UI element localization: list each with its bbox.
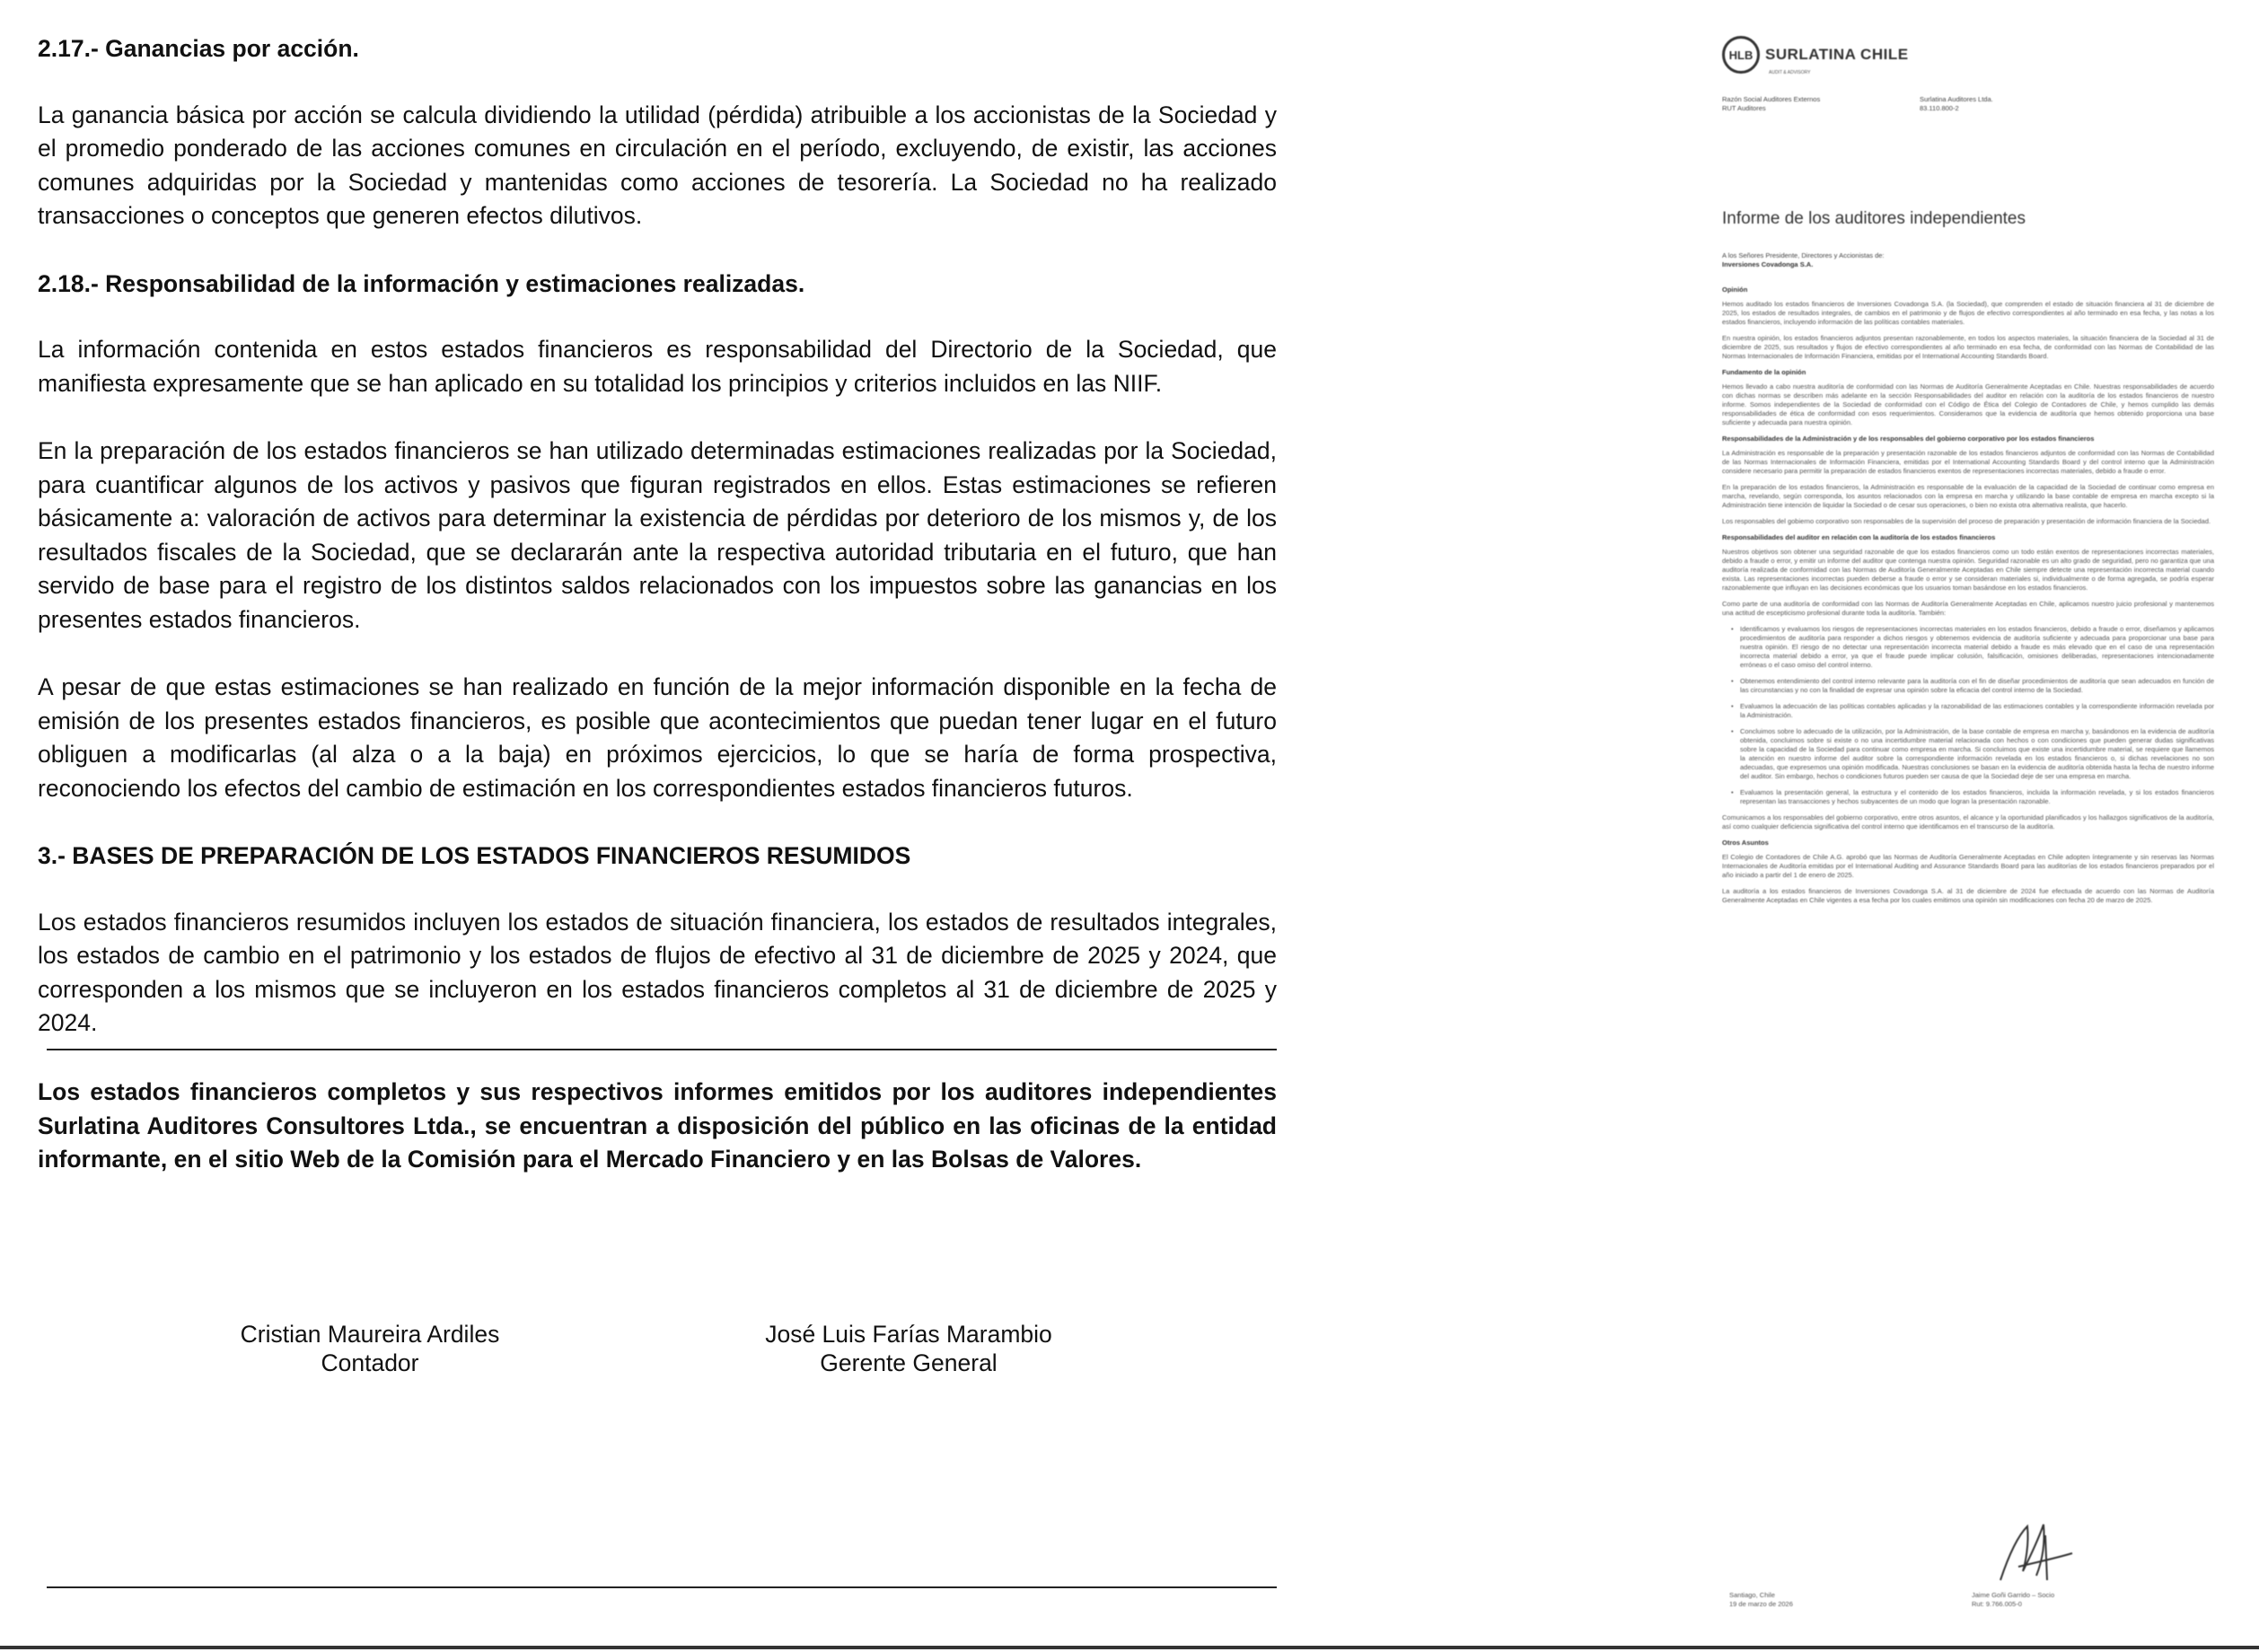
paragraph: La auditoría a los estados financieros de Inversiones Covadonga S.A. al 31 de diciembre de 2024 fue efectuada de acuerdo con las Normas de Auditoría Generalmente Aceptadas en Chile vigentes a esa fecha por los cuales emitimos una opinión sin modificaciones con fecha 20 de marzo de 2025. — [1722, 887, 2214, 904]
section-3-title: 3.- BASES DE PREPARACIÓN DE LOS ESTADOS FINANCIEROS RESUMIDOS — [38, 842, 911, 869]
divider-top — [47, 1049, 1277, 1050]
report-footer-place — [1729, 1591, 1793, 1609]
signer-name: Jaime Goñi Garrido – Socio — [1972, 1591, 2055, 1599]
signature-name: Cristian Maureira Ardiles — [240, 1321, 500, 1348]
auditor-meta — [1722, 95, 2045, 113]
heading-opinion: Opinión — [1722, 286, 1748, 294]
paragraph: Comunicamos a los responsables del gobierno corporativo, entre otros asuntos, el alcance y la oportunidad planificados y los hallazgos significativos de la auditoría, así como cualquier deficiencia significativa del control interno que identificamos en el transcurso de la auditoría. — [1722, 813, 2214, 830]
meta-value: Surlatina Auditores Ltda. — [1920, 95, 1993, 103]
signature-role: Contador — [321, 1349, 419, 1376]
signer-rut: Rut: 9.766.005-0 — [1972, 1600, 2022, 1608]
report-body — [1722, 251, 2214, 912]
auditor-firm-tagline: AUDIT & ADVISORY — [1769, 70, 1811, 75]
heading-responsabilidades-administracion: Responsabilidades de la Administración y de los responsables del gobierno corporativo por los estados financieros — [1722, 435, 2095, 443]
bullet-item: • Obtenemos entendimiento del control interno relevante para la auditoría con el fin de diseñar procedimientos de auditoría que sean adecuados en función de las circunstancias y no con la finalidad de expresar una opinión sobre la eficacia del control interno de la Sociedad. — [1740, 677, 2214, 695]
auditor-logo — [1722, 36, 1909, 74]
auditor-signature-icon — [1982, 1517, 2081, 1589]
bullet-item: • Identificamos y evaluamos los riesgos de representaciones incorrectas materiales en los estados financieros, debido a fraude o error, diseñamos y aplicamos procedimientos de auditoría para responder a dichos riesgos y obtenemos evidencia de auditoría suficiente y adecuada para proporcionar una base para nuestra opinión. El riesgo de no detectar una representación incorrecta material debido a fraude es más elevado que en el caso de una representación incorrecta material debido a error, ya que el fraude puede implicar colusión, falsificación, omisiones deliberadas, representaciones intencionadamente erróneas o el caso omiso del control interno. — [1740, 625, 2214, 670]
page-bottom-border — [0, 1646, 2259, 1649]
paragraph: En nuestra opinión, los estados financieros adjuntos presentan razonablemente, en todos los aspectos materiales, la situación financiera de la Sociedad al 31 de diciembre de 2025, sus resultados y flujos de efectivo correspondientes al año terminado en esa fecha, de conformidad con las Normas de Contabilidad de las Normas Internacionales de Información Financiera, emitidas por el International Accounting Standards Board. — [1722, 334, 2214, 360]
section-2-18-paragraph-3: A pesar de que estas estimaciones se han realizado en función de la mejor información disponible en la fecha de emisión de los presentes estados financieros, es posible que acontecimientos que puedan tener lugar en el futuro obliguen a modificarlas (al alza o a la baja) en próximos ejercicios, lo que se haría de forma prospectiva, reconociendo los efectos del cambio de estimación en los correspondientes estados financieros futuros. — [38, 673, 1277, 802]
section-2-17-title: 2.17.- Ganancias por acción. — [38, 35, 359, 62]
date: 19 de marzo de 2026 — [1729, 1600, 1793, 1608]
signature-name: José Luis Farías Marambio — [765, 1321, 1052, 1348]
meta-value: 83.110.800-2 — [1920, 104, 1959, 112]
notes-column — [38, 27, 1277, 1041]
closing-statement: Los estados financieros completos y sus respectivos informes emitidos por los auditores independientes Surlatina Auditores Consultores Ltda., se encuentran a disposición del público en las oficinas de la entidad informante, en el sitio Web de la Comisión para el Mercado Financiero y en las Bolsas de Valores. — [38, 1078, 1277, 1173]
paragraph: La Administración es responsable de la preparación y presentación razonable de los estados financieros adjuntos de conformidad con las Normas de Contabilidad de las Normas Internacionales de Información Financiera, emitidas por el International Accounting Standards Board y del control interno que la Administración considere necesario para permitir la preparación de estados financieros exentos de representaciones incorrectas materiales, debido a fraude o error. — [1722, 449, 2214, 475]
paragraph: Los responsables del gobierno corporativo son responsables de la supervisión del proceso de preparación y presentación de información financiera de la Sociedad. — [1722, 517, 2211, 525]
paragraph: En la preparación de los estados financieros, la Administración es responsable de la evaluación de la capacidad de la Sociedad de continuar como empresa en marcha, revelando, según corresponda, los asuntos relacionados con la empresa en marcha y utilizando la base contable de empresa en marcha excepto si la Administración tiene intención de liquidar la Sociedad o de cesar sus operaciones, o bien no exista otra alternativa realista, que hacerlo. — [1722, 483, 2214, 509]
paragraph: Hemos llevado a cabo nuestra auditoría de conformidad con las Normas de Auditoría Generalmente Aceptadas en Chile. Nuestras responsabilidades de acuerdo con dichas normas se describen más adelante en la sección Responsabilidades del auditor en relación con la auditoría de los estados financieros de nuestro informe. Somos independientes de la Sociedad de conformidad con el Código de Ética del Colegio de Contadores de Chile, y hemos cumplido las demás responsabilidades de ética de conformidad con esos requerimientos. Consideramos que la evidencia de auditoría que hemos obtenido proporciona una base suficiente y adecuada para nuestra opinión. — [1722, 382, 2214, 426]
heading-responsabilidades-auditor: Responsabilidades del auditor en relación con la auditoría de los estados financieros — [1722, 533, 1996, 541]
auditor-firm-name: SURLATINA CHILE — [1765, 46, 1909, 63]
hlb-logo-icon: HLB — [1722, 36, 1760, 74]
signature-accountant — [190, 1320, 549, 1377]
report-title: Informe de los auditores independientes — [1722, 209, 2026, 228]
signature-role: Gerente General — [820, 1349, 998, 1376]
section-2-18-paragraph-2: En la preparación de los estados financieros se han utilizado determinadas estimaciones realizadas por la Sociedad, para cuantificar algunos de los activos y pasivos que figuran registrados en ellos. Estas estimaciones se refieren básicamente a: valoración de activos para determinar la existencia de pérdidas por deterioro de los mismos y, de los resultados fiscales de la Sociedad, que se declararán ante la respectiva autoridad tributaria en el futuro, que han servido de base para el registro de los distintos saldos relacionados con los impuestos sobre las ganancias en los presentes estados financieros. — [38, 437, 1277, 633]
section-3-paragraph: Los estados financieros resumidos incluyen los estados de situación financiera, los estados de resultados integrales, los estados de cambio en el patrimonio y los estados de flujos de efectivo al 31 de diciembre de 2025 y 2024, que corresponden a los mismos que se incluyeron en los estados financieros completos al 31 de diciembre de 2025 y 2024. — [38, 908, 1277, 1036]
addressee-company: Inversiones Covadonga S.A. — [1722, 260, 1814, 268]
paragraph: Nuestros objetivos son obtener una seguridad razonable de que los estados financieros como un todo están exentos de representaciones incorrectas materiales, debido a fraude o error, y emitir un informe del auditor que contenga nuestra opinión. Seguridad razonable es un alto grado de seguridad, pero no garantiza que una auditoría realizada de conformidad con las Normas de Auditoría Generalmente Aceptadas en Chile siempre detecte una representación incorrecta material cuando exista. Las representaciones incorrectas pueden deberse a fraude o error y se consideran materiales si, individualmente o de forma agregada, se podría esperar razonablemente que influyan en las decisiones económicas que los usuarios toman basándose en los estados financieros. — [1722, 548, 2214, 592]
addressee-line: A los Señores Presidente, Directores y Accionistas de: — [1722, 251, 1885, 259]
divider-bottom — [47, 1586, 1277, 1588]
signature-general-manager — [729, 1320, 1088, 1377]
heading-fundamento: Fundamento de la opinión — [1722, 368, 1806, 376]
bullet-item: • Evaluamos la adecuación de las políticas contables aplicadas y la razonabilidad de las estimaciones contables y la correspondiente información revelada por la Administración. — [1740, 702, 2214, 720]
paragraph: Hemos auditado los estados financieros de Inversiones Covadonga S.A. (la Sociedad), que comprenden el estado de situación financiera al 31 de diciembre de 2025, los estados de resultados integrales, de cambios en el patrimonio y de flujos de efectivo correspondientes al año terminado en esa fecha, y las notas a los estados financieros, incluyendo información de las políticas contables materiales. — [1722, 300, 2214, 326]
report-footer-signer — [1972, 1591, 2054, 1609]
paragraph: Como parte de una auditoría de conformidad con las Normas de Auditoría Generalmente Aceptadas en Chile, aplicamos nuestro juicio profesional y mantenemos una actitud de escepticismo profesional durante toda la auditoría. También: — [1722, 600, 2214, 617]
meta-label: RUT Auditores — [1722, 104, 1766, 112]
closing-block — [38, 1076, 1277, 1177]
section-2-17-paragraph: La ganancia básica por acción se calcula dividiendo la utilidad (pérdida) atribuible a los accionistas de la Sociedad y el promedio ponderado de las acciones comunes en circulación en el período, excluyendo, de existir, las acciones comunes adquiridas por la Sociedad y mantenidas como acciones de tesorería. La Sociedad no ha realizado transacciones o conceptos que generen efectos dilutivos. — [38, 101, 1277, 229]
section-2-18-paragraph-1: La información contenida en estos estados financieros es responsabilidad del Directorio de la Sociedad, que manifiesta expresamente que se han aplicado en su totalidad los principios y criterios incluidos en las NIIF. — [38, 336, 1277, 397]
place: Santiago, Chile — [1729, 1591, 1775, 1599]
bullet-item: • Evaluamos la presentación general, la estructura y el contenido de los estados financieros, incluida la información revelada, y si los estados financieros representan las transacciones y hechos subyacentes de un modo que logran la presentación razonable. — [1740, 788, 2214, 806]
bullet-item: • Concluimos sobre lo adecuado de la utilización, por la Administración, de la base contable de empresa en marcha y, basándonos en la evidencia de auditoría obtenida, concluimos sobre si existe o no una incertidumbre material relacionada con hechos o con condiciones que pueden generar dudas significativas sobre la capacidad de la Sociedad para continuar como empresa en marcha. Si concluimos que existe una incertidumbre material, se requiere que llamemos la atención en nuestro informe del auditor sobre la correspondiente información revelada en los estados financieros o, si dichas revelaciones no son adecuadas, que expresemos una opinión modificada. Nuestras conclusiones se basan en la evidencia de auditoría obtenida hasta la fecha de nuestro informe del auditor. Sin embargo, hechos o condiciones futuros pueden ser causa de que la Sociedad deje de ser una empresa en marcha. — [1740, 727, 2214, 781]
section-2-18-title: 2.18.- Responsabilidad de la información y estimaciones realizadas. — [38, 269, 805, 297]
paragraph: El Colegio de Contadores de Chile A.G. aprobó que las Normas de Auditoría Generalmente Aceptadas en Chile adopten íntegramente y sin reservas las Normas Internacionales de Auditoría emitidas por el International Auditing and Assurance Standards Board para las auditorías de los estados financieros preparados por el año iniciado a partir del 1 de enero de 2025. — [1722, 853, 2214, 879]
heading-otros-asuntos: Otros Asuntos — [1722, 839, 1769, 847]
meta-label: Razón Social Auditores Externos — [1722, 95, 1821, 103]
